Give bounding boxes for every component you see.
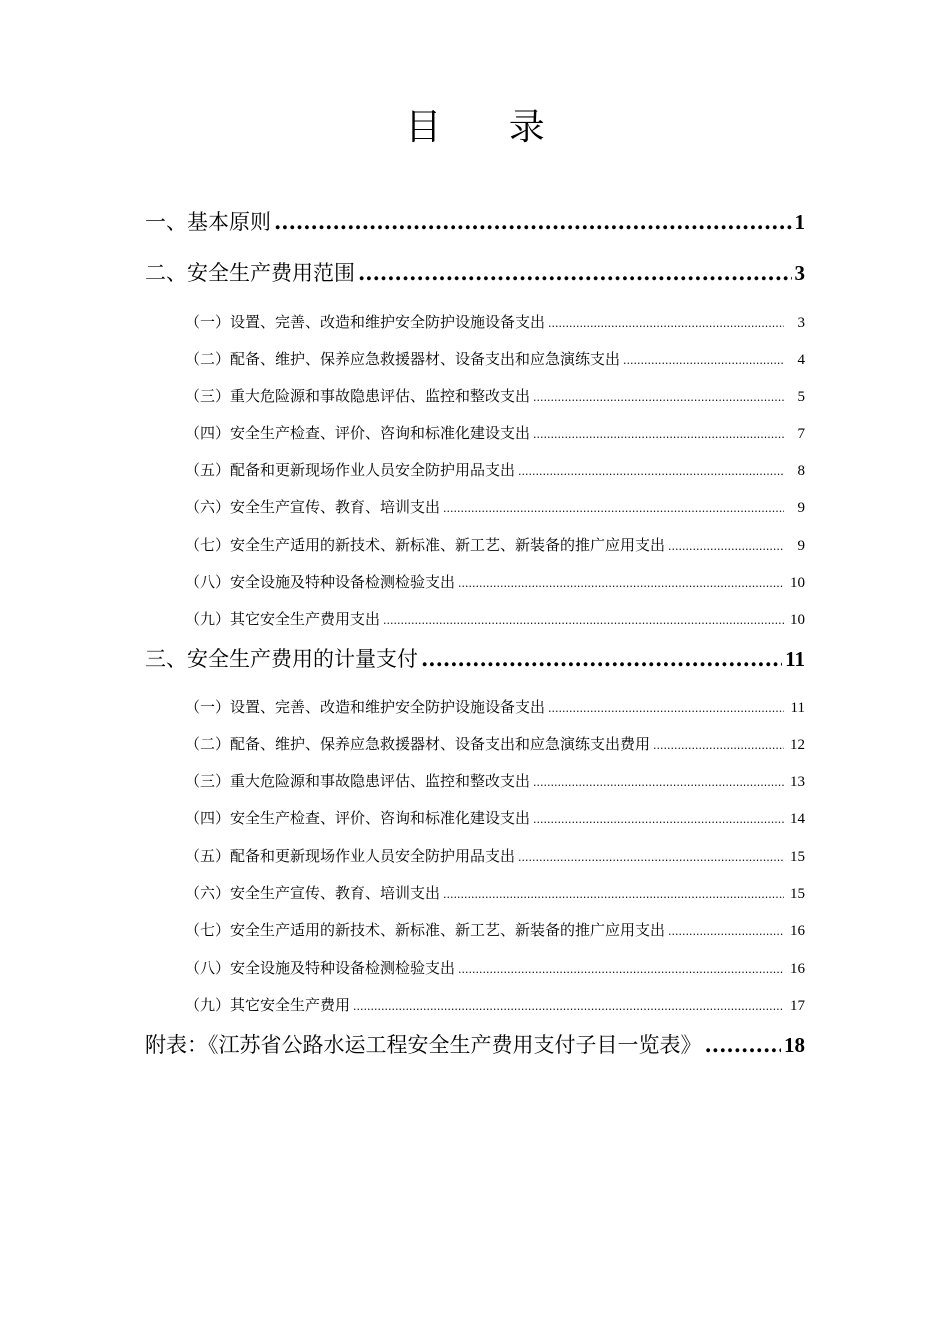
- toc-dot-leader: [274, 206, 792, 238]
- toc-dot-leader: [518, 460, 784, 484]
- toc-page-number: 12: [790, 737, 805, 753]
- toc-page-number: 18: [784, 1033, 805, 1057]
- toc-page-number: 3: [797, 315, 805, 331]
- toc-dot-leader: [421, 643, 782, 675]
- toc-page-number: 13: [790, 774, 805, 790]
- toc-dot-leader: [358, 257, 792, 289]
- toc-page-number: 15: [790, 886, 805, 902]
- toc-dot-leader: [668, 920, 784, 944]
- toc-entry-title: （四）安全生产检查、评价、咨询和标准化建设支出: [185, 809, 531, 827]
- toc-entry-title: （三）重大危险源和事故隐患评估、监控和整改支出: [185, 772, 531, 790]
- toc-subsection-entry[interactable]: [185, 607, 805, 631]
- toc-page-number: 17: [790, 998, 805, 1014]
- toc-entry-title: （七）安全生产适用的新技术、新标准、新工艺、新装备的推广应用支出: [185, 536, 666, 554]
- toc-subsection-entry[interactable]: [185, 844, 805, 868]
- toc-subsection-entry[interactable]: [185, 570, 805, 594]
- toc-subsection-entry[interactable]: [185, 384, 805, 408]
- toc-subsection-entry[interactable]: [185, 310, 805, 334]
- toc-entry-title: （一）设置、完善、改造和维护安全防护设施设备支出: [185, 313, 546, 331]
- toc-page-number: 8: [797, 463, 805, 479]
- toc-dot-leader: [383, 609, 784, 633]
- toc-page-number: 9: [797, 538, 805, 554]
- toc-subsection-entry[interactable]: [185, 495, 805, 519]
- toc-subsection-entry[interactable]: [185, 918, 805, 942]
- toc-page-number: 16: [790, 923, 805, 939]
- toc-section-entry[interactable]: [145, 206, 805, 238]
- toc-dot-leader: [653, 734, 784, 758]
- toc-entry-title: （九）其它安全生产费用: [185, 996, 351, 1014]
- toc-page-number: 1: [794, 210, 805, 234]
- toc-dot-leader: [443, 883, 784, 907]
- toc-dot-leader: [548, 697, 784, 721]
- toc-page-number: 11: [785, 647, 805, 671]
- toc-section-entry[interactable]: [145, 1029, 805, 1061]
- toc-page-number: 7: [797, 426, 805, 442]
- page-title: 目 录: [405, 107, 573, 148]
- toc-dot-leader: [533, 808, 784, 832]
- toc-entry-title: 一、基本原则: [145, 210, 271, 234]
- toc-entry-title: （五）配备和更新现场作业人员安全防护用品支出: [185, 461, 516, 479]
- toc-dot-leader: [353, 995, 784, 1019]
- toc-entry-title: （七）安全生产适用的新技术、新标准、新工艺、新装备的推广应用支出: [185, 921, 666, 939]
- toc-dot-leader: [458, 958, 784, 982]
- toc-page-number: 14: [790, 811, 805, 827]
- toc-entry-title: （二）配备、维护、保养应急救援器材、设备支出和应急演练支出费用: [185, 735, 651, 753]
- toc-section-entry[interactable]: [145, 257, 805, 289]
- toc-entry-title: （四）安全生产检查、评价、咨询和标准化建设支出: [185, 424, 531, 442]
- toc-dot-leader: [623, 349, 784, 373]
- toc-entry-title: （二）配备、维护、保养应急救援器材、设备支出和应急演练支出: [185, 350, 621, 368]
- toc-entry-title: 附表：《江苏省公路水运工程安全生产费用支付子目一览表》: [145, 1033, 702, 1057]
- toc-dot-leader: [533, 423, 784, 447]
- toc-dot-leader: [458, 572, 784, 596]
- toc-dot-leader: [533, 386, 784, 410]
- toc-section-entry[interactable]: [145, 643, 805, 675]
- toc-page-number: 11: [790, 700, 805, 716]
- toc-page-number: 4: [797, 352, 805, 368]
- toc-entry-title: 三、安全生产费用的计量支付: [145, 647, 418, 671]
- toc-subsection-entry[interactable]: [185, 806, 805, 830]
- toc-page-number: 10: [790, 575, 805, 591]
- toc-entry-title: （八）安全设施及特种设备检测检验支出: [185, 573, 456, 591]
- toc-entry-title: （九）其它安全生产费用支出: [185, 610, 381, 628]
- toc-dot-leader: [518, 846, 784, 870]
- toc-subsection-entry[interactable]: [185, 347, 805, 371]
- toc-dot-leader: [533, 771, 784, 795]
- toc-subsection-entry[interactable]: [185, 993, 805, 1017]
- toc-entry-title: （六）安全生产宣传、教育、培训支出: [185, 498, 441, 516]
- toc-page-number: 15: [790, 849, 805, 865]
- toc-page-number: 3: [794, 261, 805, 285]
- toc-subsection-entry[interactable]: [185, 458, 805, 482]
- toc-entry-title: （三）重大危险源和事故隐患评估、监控和整改支出: [185, 387, 531, 405]
- toc-subsection-entry[interactable]: [185, 769, 805, 793]
- toc-subsection-entry[interactable]: [185, 421, 805, 445]
- toc-page-number: 9: [797, 500, 805, 516]
- toc-page-number: 5: [797, 389, 805, 405]
- toc-entry-title: 二、安全生产费用范围: [145, 261, 355, 285]
- toc-dot-leader: [705, 1029, 782, 1061]
- toc-subsection-entry[interactable]: [185, 533, 805, 557]
- toc-page-number: 10: [790, 612, 805, 628]
- toc-subsection-entry[interactable]: [185, 956, 805, 980]
- toc-subsection-entry[interactable]: [185, 732, 805, 756]
- toc-entry-title: （八）安全设施及特种设备检测检验支出: [185, 959, 456, 977]
- toc-subsection-entry[interactable]: [185, 695, 805, 719]
- toc-entry-title: （六）安全生产宣传、教育、培训支出: [185, 884, 441, 902]
- toc-dot-leader: [668, 535, 784, 559]
- toc-entry-title: （一）设置、完善、改造和维护安全防护设施设备支出: [185, 698, 546, 716]
- toc-entry-title: （五）配备和更新现场作业人员安全防护用品支出: [185, 847, 516, 865]
- toc-page-number: 16: [790, 961, 805, 977]
- toc-dot-leader: [443, 497, 784, 521]
- toc-dot-leader: [548, 312, 784, 336]
- toc-subsection-entry[interactable]: [185, 881, 805, 905]
